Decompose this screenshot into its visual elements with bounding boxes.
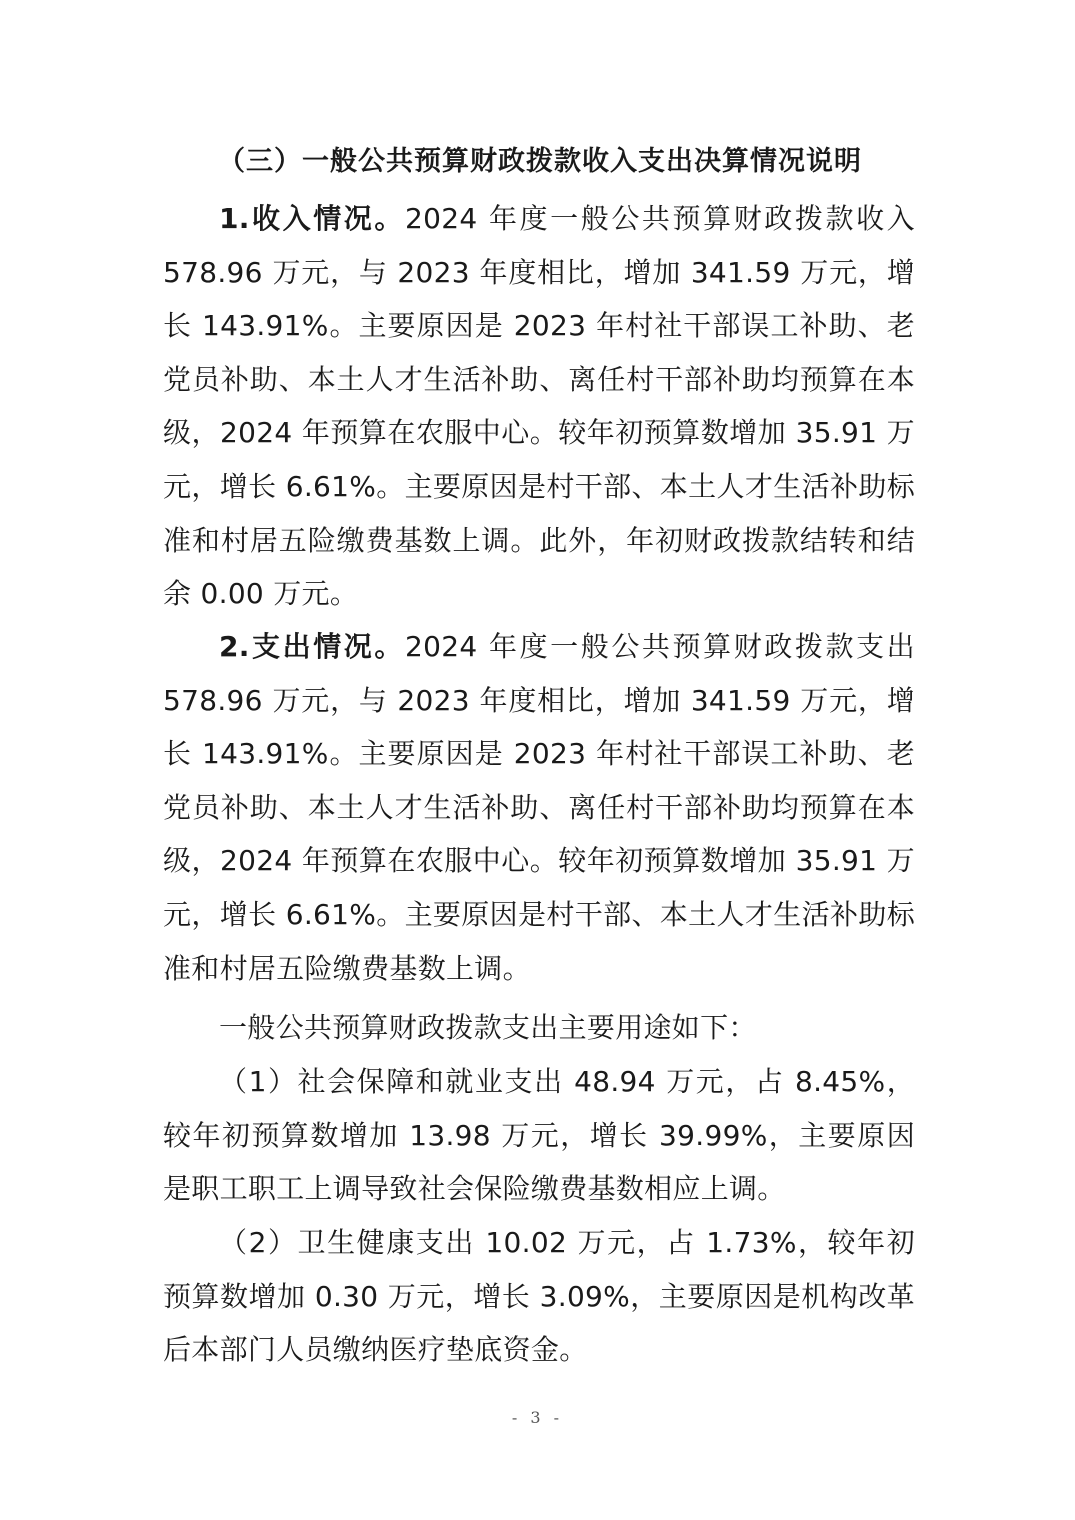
income-lead: 1.收入情况。 bbox=[219, 202, 405, 235]
list-item-health: （2）卫生健康支出 10.02 万元，占 1.73%，较年初预算数增加 0.30 万元，增长 3.09%，主要原因是机构改革后本部门人员缴纳医疗垫底资金。 bbox=[163, 1226, 915, 1367]
section-heading: （三）一般公共预算财政拨款收入支出决算情况说明 bbox=[218, 146, 862, 177]
income-paragraph bbox=[163, 192, 915, 621]
page-number: - 3 - bbox=[511, 1408, 564, 1427]
income-text: 2024 年度一般公共预算财政拨款收入 578.96 万元，与 2023 年度相比，增加 341.59 万元，增长 143.91%。主要原因是 2023 年村社干部误工补助、老党员补助、本土人才生活补助、离任村干部补助均预算在本级，2024 年预算在农服中心。较年初预算数增加 35.91 万元，增长 6.61%。主要原因是村干部、本土人才生活补助标准和村居五险缴费基数上调。此外，年初财政拨款结转和结余 0.00 万元。 bbox=[163, 202, 915, 611]
list-item-social-security: （1）社会保障和就业支出 48.94 万元，占 8.45%，较年初预算数增加 13.98 万元，增长 39.99%，主要原因是职工职工上调导致社会保险缴费基数相应上调。 bbox=[163, 1065, 915, 1206]
uses-intro: 一般公共预算财政拨款支出主要用途如下： bbox=[219, 1011, 757, 1044]
expenditure-paragraph bbox=[163, 620, 915, 995]
expenditure-text: 2024 年度一般公共预算财政拨款支出 578.96 万元，与 2023 年度相比，增加 341.59 万元，增长 143.91%。主要原因是 2023 年村社干部误工补助、老党员补助、本土人才生活补助、离任村干部补助均预算在本级，2024 年预算在农服中心。较年初预算数增加 35.91 万元，增长 6.61%。主要原因是村干部、本土人才生活补助标准和村居五险缴费基数上调。 bbox=[163, 630, 915, 985]
expenditure-lead: 2.支出情况。 bbox=[219, 630, 405, 663]
